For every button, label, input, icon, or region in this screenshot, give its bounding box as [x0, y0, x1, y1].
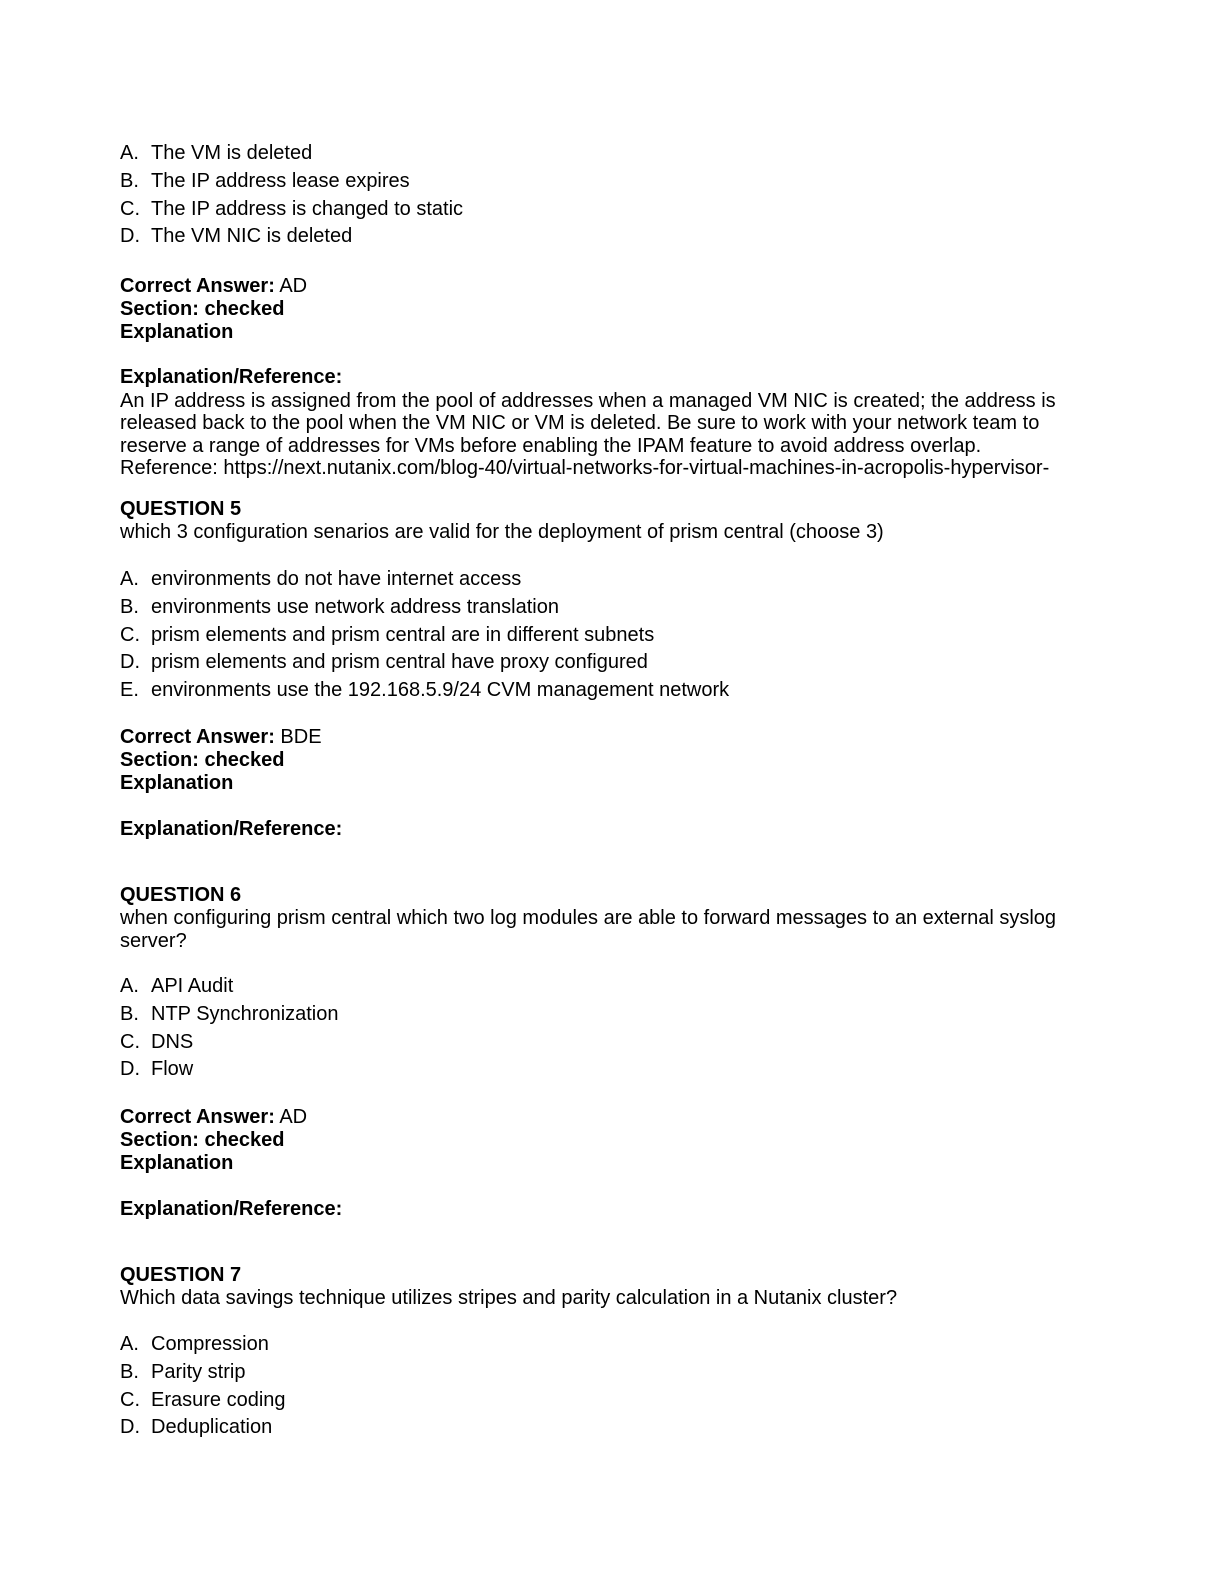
option-item: D. The VM NIC is deleted	[120, 225, 353, 248]
correct-answer-value: AD	[279, 275, 308, 297]
correct-answer-label: Correct Answer:	[120, 1106, 275, 1128]
q5-explanation-reference	[120, 819, 1060, 842]
correct-answer-label: Correct Answer:	[120, 275, 275, 297]
q6-explanation-reference	[120, 1199, 1060, 1222]
q4-answer-block	[120, 276, 1060, 345]
q7-options	[120, 1334, 1060, 1445]
option-item: B. NTP Synchronization	[120, 1002, 339, 1025]
explanation-reference-label: Explanation/Reference:	[120, 818, 343, 840]
correct-answer-value: AD	[279, 1106, 308, 1128]
option-item: B. environments use network address translation	[120, 595, 559, 618]
option-item: D. Deduplication	[120, 1416, 273, 1439]
question-text-line: when configuring prism central which two log modules are able to forward messages to an external syslog	[120, 907, 1057, 929]
question-6	[120, 885, 1060, 954]
question-heading: QUESTION 5	[120, 498, 242, 520]
option-item: C. The IP address is changed to static	[120, 197, 464, 220]
explanation-body: An IP address is assigned from the pool of addresses when a managed VM NIC is created; the address is released back to the pool when the VM NIC or VM is deleted. Be sure to work with your network team to reserve a range of addresses for VMs before enabling the IPAM feature to avoid address overlap. Reference: https://next.nutanix.com/blog-40/virtual-networks-for-virtual-machines-in-acropolis-hypervisor-	[120, 390, 1056, 479]
option-item: E. environments use the 192.168.5.9/24 CVM management network	[120, 679, 730, 702]
section-label: Section: checked	[120, 749, 285, 771]
option-item: A. environments do not have internet access	[120, 568, 522, 590]
section-label: Section: checked	[120, 298, 285, 320]
option-item: C. prism elements and prism central are in different subnets	[120, 623, 655, 646]
option-item: D. Flow	[120, 1058, 194, 1081]
explanation-reference-label: Explanation/Reference:	[120, 1198, 343, 1220]
question-text: which 3 configuration senarios are valid for the deployment of prism central (choose 3)	[120, 521, 884, 543]
question-text-line: server?	[120, 930, 187, 952]
explanation-label: Explanation	[120, 321, 234, 343]
correct-answer-value: BDE	[280, 726, 322, 748]
q5-answer-block	[120, 727, 1060, 796]
q4-options	[120, 143, 1060, 254]
q5-options	[120, 569, 1060, 708]
q4-explanation-reference	[120, 367, 1060, 479]
q6-answer-block	[120, 1107, 1060, 1176]
option-item: C. Erasure coding	[120, 1388, 286, 1411]
section-label: Section: checked	[120, 1129, 285, 1151]
option-item: B. The IP address lease expires	[120, 169, 410, 192]
explanation-label: Explanation	[120, 772, 234, 794]
question-heading: QUESTION 7	[120, 1264, 242, 1286]
explanation-label: Explanation	[120, 1152, 234, 1174]
question-heading: QUESTION 6	[120, 884, 242, 906]
option-item: A. The VM is deleted	[120, 142, 313, 164]
option-item: B. Parity strip	[120, 1360, 246, 1383]
question-7	[120, 1265, 1060, 1311]
question-5	[120, 499, 1060, 545]
q6-options	[120, 976, 1060, 1087]
option-item: C. DNS	[120, 1030, 194, 1053]
option-item: A. API Audit	[120, 975, 234, 997]
correct-answer-label: Correct Answer:	[120, 726, 275, 748]
option-item: D. prism elements and prism central have proxy configured	[120, 651, 648, 674]
option-item: A. Compression	[120, 1333, 269, 1355]
question-text: Which data savings technique utilizes stripes and parity calculation in a Nutanix cluster?	[120, 1287, 898, 1309]
explanation-reference-label: Explanation/Reference:	[120, 366, 343, 388]
